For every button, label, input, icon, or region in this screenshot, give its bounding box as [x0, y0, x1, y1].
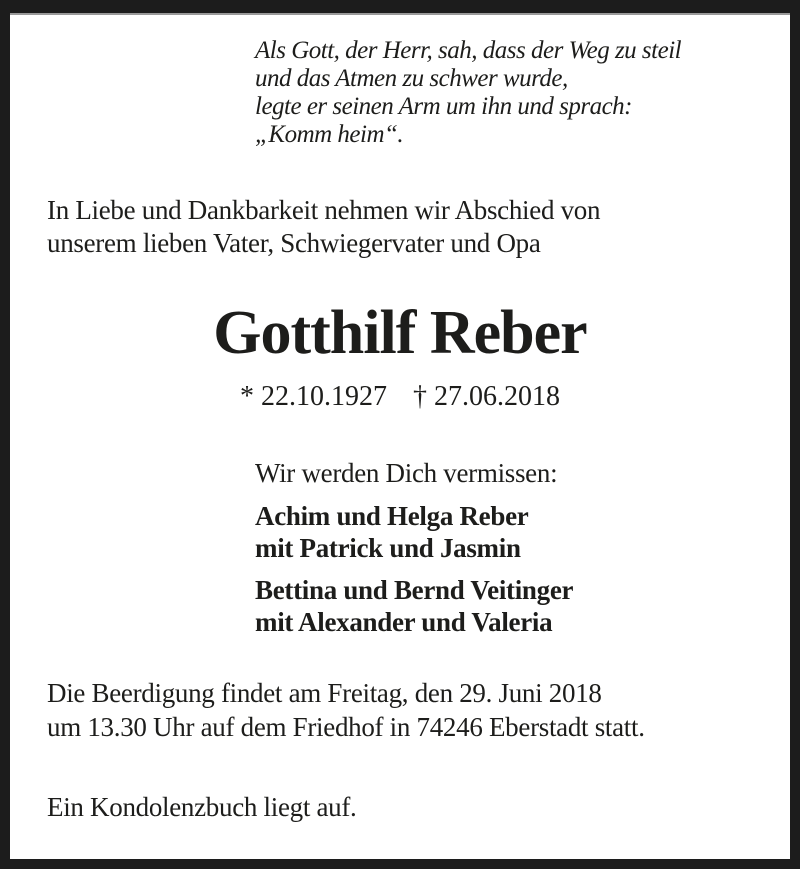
death-date: † 27.06.2018 [413, 381, 560, 412]
intro-line: In Liebe und Dankbarkeit nehmen wir Abschied von [47, 195, 601, 225]
family-member-line: Achim und Helga Reber [255, 501, 529, 531]
family-member-line: mit Patrick und Jasmin [255, 533, 521, 563]
intro-line: unserem lieben Vater, Schwiegervater und Opa [47, 228, 541, 258]
funeral-line: Die Beerdigung findet am Freitag, den 29. Juni 2018 [47, 678, 602, 708]
life-dates [10, 381, 790, 413]
intro-text [47, 194, 600, 260]
family-group [255, 574, 573, 638]
farewell-section [255, 458, 573, 648]
verse-line: und das Atmen zu schwer wurde, [255, 65, 568, 92]
verse-line: legte er seinen Arm um ihn und sprach: [255, 93, 633, 120]
condolence-note: Ein Kondolenzbuch liegt auf. [47, 792, 357, 822]
funeral-info [47, 676, 645, 744]
family-member-line: mit Alexander und Valeria [255, 607, 553, 637]
family-group [255, 500, 573, 564]
birth-date: * 22.10.1927 [240, 381, 387, 412]
verse-line: „Komm heim“. [255, 121, 404, 148]
farewell-heading: Wir werden Dich vermissen: [255, 458, 558, 488]
memorial-verse [255, 37, 681, 149]
verse-line: Als Gott, der Herr, sah, dass der Weg zu steil [255, 37, 682, 64]
family-member-line: Bettina und Bernd Veitinger [255, 575, 574, 605]
funeral-line: um 13.30 Uhr auf dem Friedhof in 74246 Eberstadt statt. [47, 712, 645, 742]
deceased-name: Gotthilf Reber [213, 299, 587, 367]
